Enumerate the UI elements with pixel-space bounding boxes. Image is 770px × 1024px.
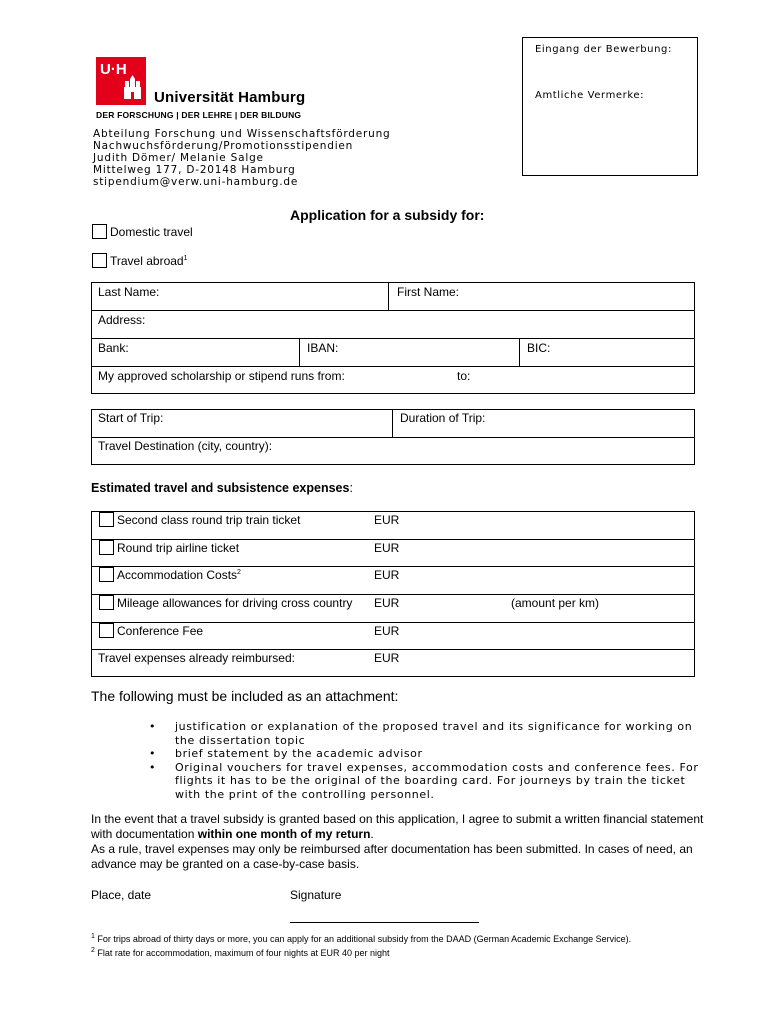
airline-ticket-amount[interactable]: EUR — [374, 541, 400, 555]
bullet: • — [149, 747, 157, 760]
office-use-box — [522, 37, 698, 176]
attachments-list — [149, 720, 705, 801]
accommodation-checkbox[interactable] — [99, 567, 114, 582]
row-divider — [91, 310, 695, 311]
row-divider — [91, 622, 695, 623]
row-divider — [91, 539, 695, 540]
reimbursed-amount[interactable]: EUR — [374, 651, 400, 665]
signature-field[interactable]: Signature — [290, 888, 342, 902]
logo-mark-text: U·H — [100, 61, 127, 78]
row-divider — [91, 649, 695, 650]
attachments-heading: The following must be included as an attachment: — [91, 688, 399, 704]
conference-fee-checkbox[interactable] — [99, 623, 114, 638]
consent-statement — [91, 812, 721, 872]
travel-abroad-checkbox[interactable] — [92, 253, 107, 268]
reimbursed-label: Travel expenses already reimbursed: — [98, 651, 295, 665]
domestic-travel-label: Domestic travel — [110, 225, 193, 239]
list-item: • brief statement by the academic advisor — [149, 747, 423, 760]
train-ticket-label: Second class round trip train ticket — [117, 513, 301, 527]
list-item: • justification or explanation of the proposed travel and its significance for working on the dissertation topic — [149, 720, 693, 747]
row-divider — [91, 566, 695, 567]
mileage-unit-label: (amount per km) — [511, 596, 600, 610]
footnote-ref-1: 1 — [183, 255, 188, 262]
col-divider — [388, 282, 389, 310]
row-divider — [91, 594, 695, 595]
duration-of-trip-field[interactable]: Duration of Trip: — [400, 411, 486, 425]
university-logo — [96, 57, 146, 105]
iban-field[interactable]: IBAN: — [307, 341, 339, 355]
accommodation-label: Accommodation Costs$^2$ — [117, 568, 241, 582]
first-name-field[interactable]: First Name: — [397, 285, 460, 299]
list-item: • Original vouchers for travel expenses, accommodation costs and conference fees. For flights it has to be the original of the boarding card. For journeys by train the ticket with the print of the controlling personnel. — [149, 760, 699, 801]
bullet: • — [149, 720, 157, 733]
conference-fee-amount[interactable]: EUR — [374, 624, 400, 638]
hammaburg-castle-icon — [96, 57, 146, 105]
footnote-1: $^1$ For trips abroad of thirty days or more, you can apply for an additional subsidy from the DAAD (German Academic Exchange Service). — [91, 933, 632, 944]
place-date-field[interactable]: Place, date — [91, 888, 152, 902]
travel-destination-field[interactable]: Travel Destination (city, country): — [98, 439, 273, 453]
airline-ticket-label: Round trip airline ticket — [117, 541, 240, 555]
official-notes-label: Amtliche Vermerke: — [535, 90, 645, 101]
university-name: Universität Hamburg — [154, 89, 306, 106]
col-divider — [392, 409, 393, 437]
footnote-ref-2: 2 — [237, 569, 241, 576]
address-line: Nachwuchsförderung/Promotionsstipendien — [93, 140, 354, 152]
address-line: Mittelweg 177, D-20148 Hamburg — [93, 164, 296, 176]
col-divider — [519, 338, 520, 366]
footnotes — [91, 931, 631, 959]
signature-line — [290, 922, 479, 923]
train-ticket-amount[interactable]: EUR — [374, 513, 400, 527]
university-tagline: DER FORSCHUNG | DER LEHRE | DER BILDUNG — [96, 110, 302, 120]
consent-paragraph: In the event that a travel subsidy is granted based on this application, I agree to submit a written financial statement with documentation within one month of my return. — [91, 812, 704, 841]
scholarship-from-field[interactable]: My approved scholarship or stipend runs from: — [98, 369, 345, 383]
expenses-heading: Estimated travel and subsistence expenses: — [91, 481, 353, 495]
form-title: Application for a subsidy for: — [290, 207, 485, 223]
mileage-amount[interactable]: EUR — [374, 596, 400, 610]
address-line: Abteilung Forschung und Wissenschaftsförderung — [93, 128, 391, 140]
scholarship-to-field[interactable]: to: — [457, 369, 471, 383]
receipt-label: Eingang der Bewerbung: — [535, 44, 672, 55]
start-of-trip-field[interactable]: Start of Trip: — [98, 411, 164, 425]
bic-field[interactable]: BIC: — [527, 341, 551, 355]
row-divider — [91, 338, 695, 339]
last-name-field[interactable]: Last Name: — [98, 285, 160, 299]
address-line: Judith Dömer/ Melanie Salge — [93, 152, 264, 164]
accommodation-amount[interactable]: EUR — [374, 568, 400, 582]
footnote-2: $^2$ Flat rate for accommodation, maximum of four nights at EUR 40 per night — [91, 947, 390, 958]
travel-abroad-label: Travel abroad$^1$ — [110, 254, 188, 268]
conference-fee-label: Conference Fee — [117, 624, 204, 638]
domestic-travel-checkbox[interactable] — [92, 224, 107, 239]
department-address — [93, 128, 391, 188]
bank-field[interactable]: Bank: — [98, 341, 129, 355]
airline-ticket-checkbox[interactable] — [99, 540, 114, 555]
advance-paragraph: As a rule, travel expenses may only be reimbursed after documentation has been submitted. In cases of need, an advance may be granted on a case-by-case basis. — [91, 842, 693, 871]
row-divider — [91, 366, 695, 367]
bullet: • — [149, 760, 157, 774]
train-ticket-checkbox[interactable] — [99, 512, 114, 527]
address-email: stipendium@verw.uni-hamburg.de — [93, 176, 299, 188]
address-field[interactable]: Address: — [98, 313, 146, 327]
mileage-checkbox[interactable] — [99, 595, 114, 610]
row-divider — [91, 437, 695, 438]
mileage-label: Mileage allowances for driving cross country — [117, 596, 353, 610]
col-divider — [299, 338, 300, 366]
